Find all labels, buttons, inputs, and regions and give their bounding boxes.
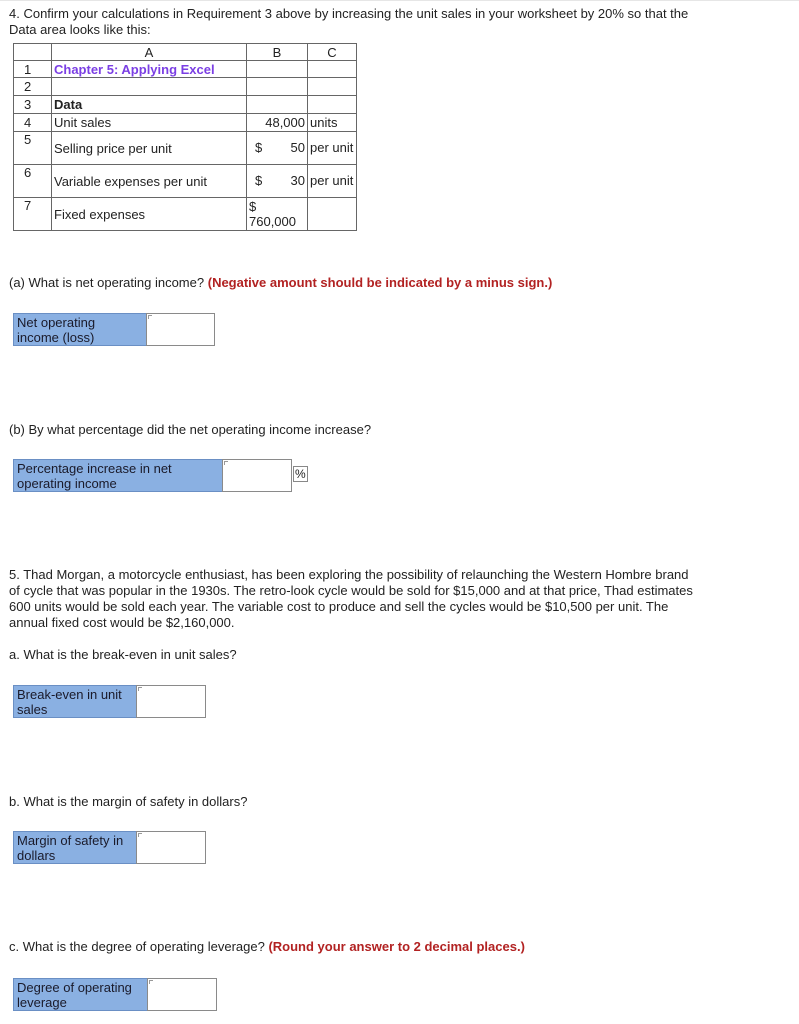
column-header-a: A [52,44,247,61]
cell-value: 760,000 [249,214,296,229]
cell-a7: Fixed expenses [52,198,247,231]
row-number: 2 [14,78,52,96]
question-4b: (b) By what percentage did the net operating income increase? [9,422,372,437]
cell-a1: Chapter 5: Applying Excel [52,61,247,78]
question-5-intro: 5. Thad Morgan, a motorcycle enthusiast, has been exploring the possibility of relaunching the Western Hombre brand of cycle that was popular in the 1930s. The retro-look cycle would be sold for $15,000 and at that price, Thad estimates 600 units would be sold each year. The variable cost to produce and sell the cycles would be $10,500 per unit. The annual fixed cost would be $2,160,000. [9,567,693,630]
cell-c3 [308,96,357,114]
cell-a4: Unit sales [52,114,247,132]
column-header-b: B [247,44,308,61]
question-4a-note: (Negative amount should be indicated by a minus sign.) [207,275,553,290]
margin-of-safety-input[interactable] [136,831,206,864]
question-4a: (a) What is net operating income? (Negative amount should be indicated by a minus sign.) [9,275,553,290]
table-row [14,198,357,231]
cell-c7 [308,198,357,231]
question-5a: a. What is the break-even in unit sales? [9,647,237,662]
operating-leverage-input[interactable] [147,978,217,1011]
cell-c4: units [308,114,357,132]
table-row [14,132,357,165]
column-header-row [14,44,357,61]
cell-value: 50 [290,140,305,155]
currency-symbol: $ [255,173,263,188]
cell-b6 [247,165,308,198]
cell-b3 [247,96,308,114]
cell-c5: per unit [308,132,357,165]
row-number: 3 [14,96,52,114]
row-number: 7 [14,198,52,231]
cell-b2 [247,78,308,96]
table-row [14,165,357,198]
row-number: 4 [14,114,52,132]
cell-value: 30 [290,173,305,188]
answer-row-net-operating-income [13,313,215,346]
percent-sign: % [295,467,306,481]
percentage-increase-input[interactable] [222,459,292,492]
currency-symbol: $ [249,199,257,214]
operating-leverage-label: Degree of operating leverage [13,978,147,1011]
cell-a3: Data [52,96,247,114]
top-divider [0,0,799,1]
net-operating-income-input[interactable] [146,313,215,346]
table-row [14,61,357,78]
break-even-input[interactable] [136,685,206,718]
spreadsheet-data-area [13,43,357,231]
cell-c1 [308,61,357,78]
cell-a5: Selling price per unit [52,132,247,165]
cell-c2 [308,78,357,96]
answer-row-operating-leverage [13,978,217,1011]
answer-row-percentage-increase [13,459,292,492]
cell-b1 [247,61,308,78]
currency-symbol: $ [255,140,263,155]
q4-intro: 4. Confirm your calculations in Requirement 3 above by increasing the unit sales in your worksheet by 20% so that the Data area looks like this: [9,6,689,37]
cell-b7 [247,198,308,231]
row-number: 1 [14,61,52,78]
table-row [14,114,357,132]
cell-b5 [247,132,308,165]
cell-c6: per unit [308,165,357,198]
answer-row-break-even [13,685,206,718]
break-even-label: Break-even in unit sales [13,685,136,718]
row-number: 6 [14,165,52,198]
table-row [14,78,357,96]
row-number: 5 [14,132,52,165]
question-5c: c. What is the degree of operating leverage? (Round your answer to 2 decimal places.) [9,939,525,954]
cell-a2 [52,78,247,96]
cell-a6: Variable expenses per unit [52,165,247,198]
margin-of-safety-label: Margin of safety in dollars [13,831,136,864]
question-5c-note: (Round your answer to 2 decimal places.) [268,939,525,954]
table-row [14,96,357,114]
net-operating-income-label: Net operating income (loss) [13,313,146,346]
percentage-increase-label: Percentage increase in net operating income [13,459,222,492]
corner-cell [14,44,52,61]
answer-row-margin-of-safety [13,831,206,864]
column-header-c: C [308,44,357,61]
question-5b: b. What is the margin of safety in dollars? [9,794,248,809]
cell-b4: 48,000 [247,114,308,132]
